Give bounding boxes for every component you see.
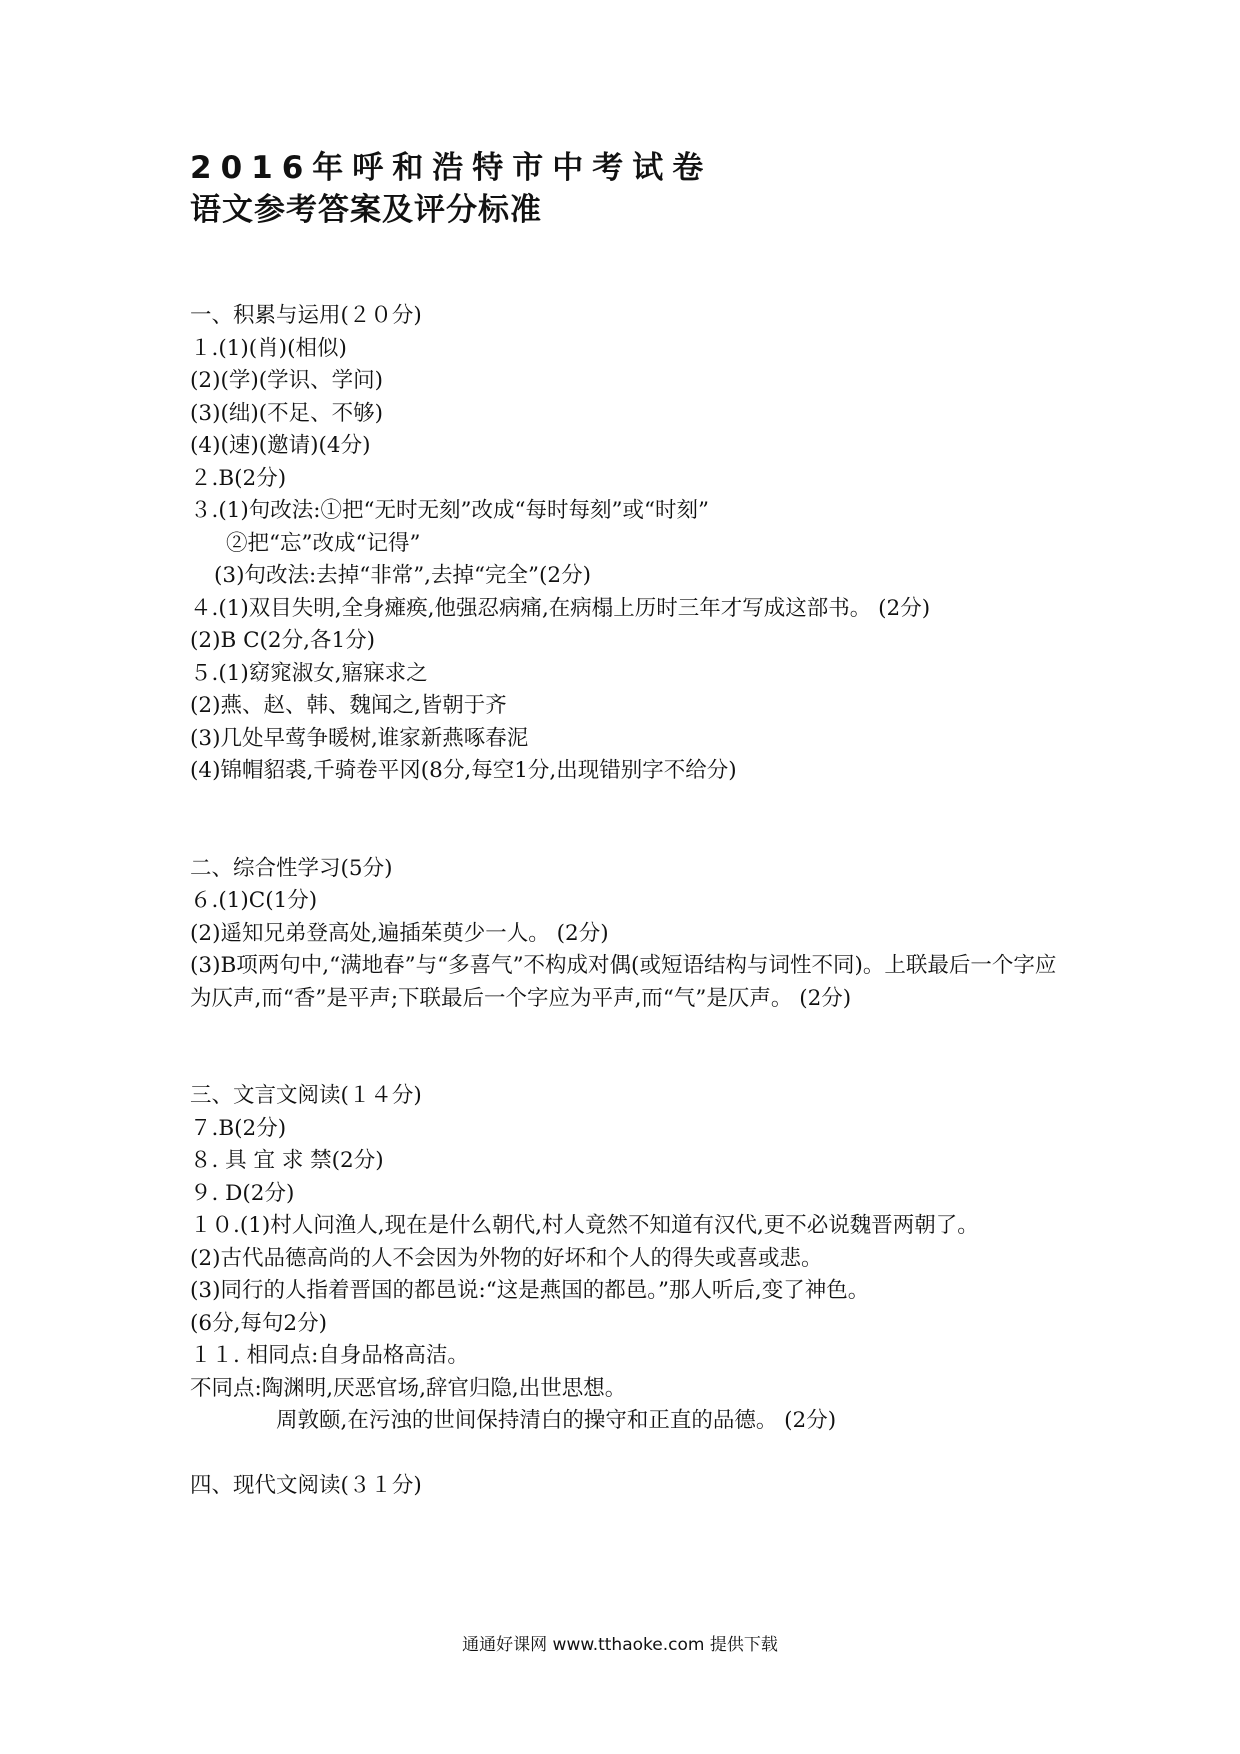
section-heading-4: 四、现代文阅读(３１分) bbox=[190, 1472, 422, 1498]
answer-line: (2)(学)(学识、学问) bbox=[190, 368, 384, 393]
answer-line: (2)遥知兄弟登高处,遍插茱萸少一人。 (2分) bbox=[190, 920, 609, 946]
answer-line: ②把“忘”改成“记得” bbox=[226, 530, 421, 556]
answer-line: (3)同行的人指着晋国的都邑说:“这是燕国的都邑。”那人听后,变了神色。 bbox=[190, 1278, 870, 1303]
answer-line: (2)古代品德高尚的人不会因为外物的好坏和个人的得失或喜或悲。 bbox=[190, 1245, 823, 1271]
answer-line: (4)(速)(邀请)(4分) bbox=[190, 433, 371, 458]
answer-line: (3)句改法:去掉“非常”,去掉“完全”(2分) bbox=[214, 563, 591, 588]
answer-line: ４.(1)双目失明,全身瘫痪,他强忍病痛,在病榻上历时三年才写成这部书。 (2分) bbox=[190, 595, 931, 621]
section-spacer bbox=[190, 788, 1070, 853]
answer-line: ８. 具 宜 求 禁(2分) bbox=[190, 1148, 384, 1173]
answer-line: ２.B(2分) bbox=[190, 465, 287, 491]
section-spacer bbox=[190, 1438, 1070, 1470]
answer-line: (4)锦帽貂裘,千骑卷平冈(8分,每空1分,出现错别字不给分) bbox=[190, 758, 737, 783]
answer-line: ９. D(2分) bbox=[190, 1180, 295, 1206]
footer-source: 通通好课网 www.tthaoke.com 提供下载 bbox=[462, 1635, 778, 1655]
answer-line: ７.B(2分) bbox=[190, 1115, 287, 1141]
answer-line: (2)B C(2分,各1分) bbox=[190, 628, 376, 653]
answer-line: 周敦颐,在污浊的世间保持清白的操守和正直的品德。 (2分) bbox=[276, 1408, 837, 1433]
answer-line: 不同点:陶渊明,厌恶官场,辞官归隐,出世思想。 bbox=[190, 1375, 627, 1401]
section-spacer bbox=[190, 1015, 1070, 1080]
answer-line: (6分,每句2分) bbox=[190, 1310, 327, 1336]
answer-content bbox=[190, 300, 1070, 1502]
answer-line: (3)B项两句中,“满地春”与“多喜气”不构成对偶(或短语结构与词性不同)。上联最后一个字应为仄声,而“香”是平声;下联最后一个字应为平声,而“气”是仄声。 (2分) bbox=[190, 953, 1057, 1011]
answer-line: (3)(绌)(不足、不够) bbox=[190, 400, 384, 426]
answer-line: １０.(1)村人问渔人,现在是什么朝代,村人竟然不知道有汉代,更不必说魏晋两朝了。 bbox=[190, 1213, 979, 1238]
answer-line: (2)燕、赵、韩、魏闻之,皆朝于齐 bbox=[190, 693, 507, 718]
answer-line: １１. 相同点:自身品格高洁。 bbox=[190, 1343, 469, 1368]
section-heading-1: 一、积累与运用(２０分) bbox=[190, 303, 422, 328]
section-heading-2: 二、综合性学习(5分) bbox=[190, 855, 393, 881]
answer-line: (3)几处早莺争暖树,谁家新燕啄春泥 bbox=[190, 725, 529, 751]
answer-line: １.(1)(肖)(相似) bbox=[190, 335, 347, 361]
page-title: 2016年呼和浩特市中考试卷 bbox=[190, 150, 713, 186]
answer-line: ５.(1)窈窕淑女,寤寐求之 bbox=[190, 660, 428, 686]
section-heading-3: 三、文言文阅读(１４分) bbox=[190, 1083, 422, 1108]
page-subtitle: 语文参考答案及评分标准 bbox=[190, 192, 542, 228]
title-block bbox=[190, 147, 712, 231]
answer-line: ６.(1)C(1分) bbox=[190, 888, 318, 913]
answer-line: ３.(1)句改法:①把“无时无刻”改成“每时每刻”或“时刻” bbox=[190, 498, 709, 523]
